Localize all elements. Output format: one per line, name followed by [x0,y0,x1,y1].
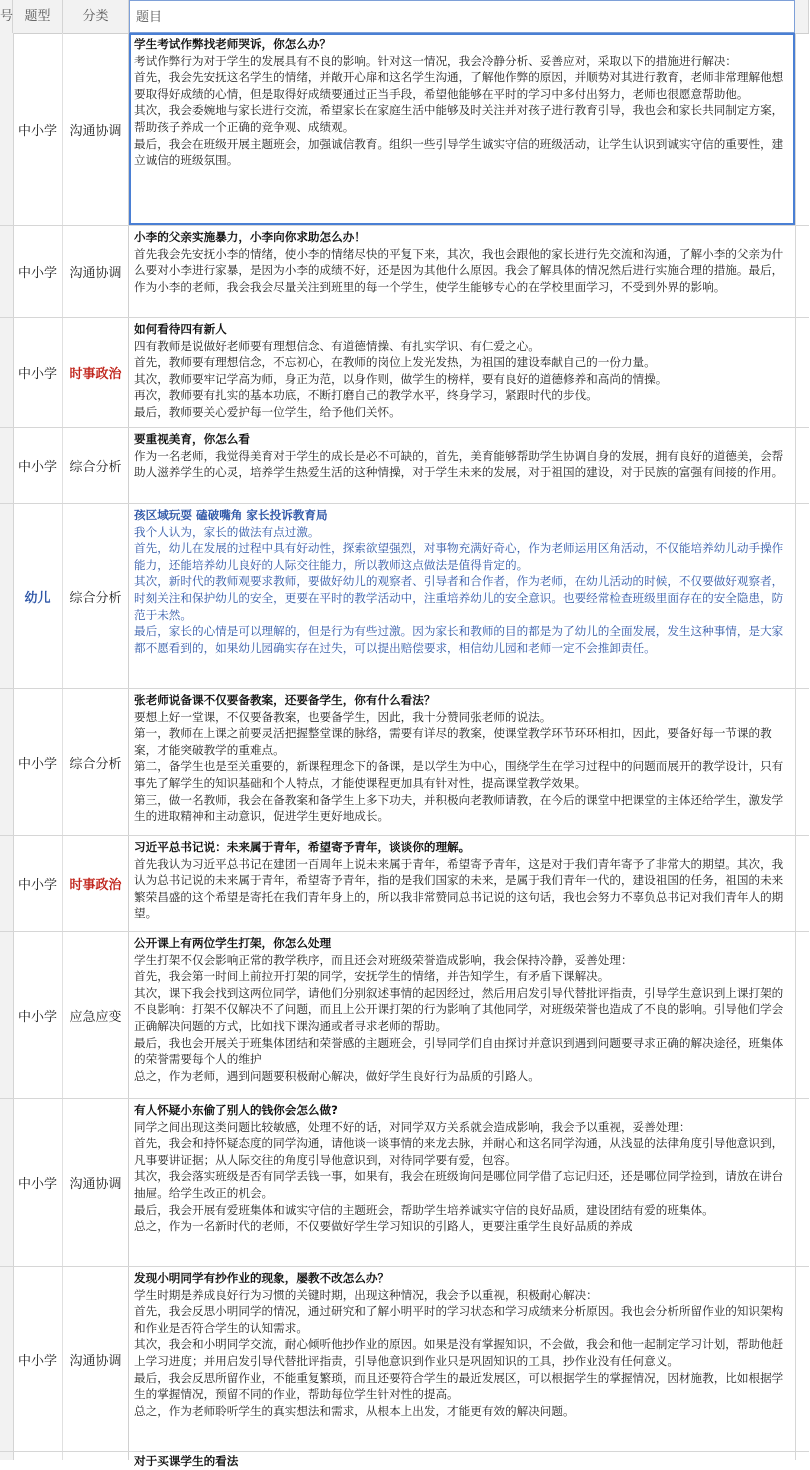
question-title: 如何看待四有新人 [134,322,227,336]
row-header[interactable] [0,318,14,427]
answer-paragraph: 首先，幼儿在发展的过程中具有好动性，探索欲望强烈，对事物充满好奇心，作为老师运用区角活动，不仅能培养幼儿动手操作能力，还能培养幼儿良好的人际交往能力，所以教师这点做法是值得肯定的。 [134,541,784,572]
answer-paragraph: 其次，我会落实班级是否有同学丢钱一事，如果有，我会在班级询问是哪位同学借了忘记归还，还是哪位同学捡到，请放在讲台抽屉。给学生改正的机会。 [134,1169,784,1200]
category-cell[interactable]: 时事政治 [63,836,129,931]
question-cell[interactable] [129,428,795,503]
type-cell[interactable]: 中小学 [13,1099,63,1266]
answer-paragraph: 其次，课下我会找到这两位同学，请他们分别叙述事情的起因经过，然后用启发引导代替批评指责，引导学生意识到上课打架的不良影响：打架不仅解决不了问题，而且上公开课打架的行为影响了其他同学，对班级荣誉也造成了不良的影响。引导他们学会正确解决问题的方式，比如找下课沟通或者寻求老师的帮助。 [134,985,784,1033]
type-cell[interactable]: 中小学 [13,33,63,225]
question-cell[interactable] [129,1267,795,1451]
next-column-cell[interactable] [795,318,810,427]
answer-paragraph: 其次，我会委婉地与家长进行交流，希望家长在家庭生活中能够及时关注并对孩子进行教育引导，我也会和家长共同制定方案，帮助孩子养成一个正确的竞争观、成绩观。 [134,103,784,134]
answer-paragraph: 再次，教师要有扎实的基本功底，不断打磨自己的教学水平，终身学习，紧跟时代的步伐。 [134,388,598,403]
question-cell[interactable] [129,33,795,225]
question-title: 有人怀疑小东偷了别人的钱你会怎么做? [134,1103,338,1117]
question-cell[interactable] [129,1099,795,1266]
answer-paragraph: 最后，家长的心情是可以理解的，但是行为有些过激。因为家长和教师的目的都是为了幼儿的全面发展，发生这种事情，是大家都不愿看到的，如果幼儿园确实存在过失，可以提出赔偿要求，相信幼儿园和老师一定不会推卸责任。 [134,624,784,655]
answer-paragraph: 总之，作为老师，遇到问题要积极耐心解决，做好学生良好行为品质的引路人。 [134,1068,540,1083]
question-cell[interactable] [129,318,795,427]
question-title: 要重视美育，你怎么看 [134,432,250,446]
category-cell[interactable]: 沟通协调 [63,1099,129,1266]
type-cell[interactable]: 中小学 [13,932,63,1098]
table-row [0,1452,809,1468]
question-title: 孩区域玩耍 磕破嘴角 家长投诉教育局 [134,508,328,522]
question-cell[interactable] [129,1452,795,1468]
question-cell[interactable] [129,226,795,317]
answer-paragraph: 第一，教师在上课之前要灵活把握整堂课的脉络，需要有详尽的教案，使课堂教学环节环环相扣，因此，要备好每一节课的教案，才能突破教学的重难点。 [134,726,772,757]
next-column-cell[interactable] [795,1267,810,1451]
answer-paragraph: 要想上好一堂课，不仅要备教案，也要备学生，因此，我十分赞同张老师的说法。 [134,709,552,724]
type-cell[interactable]: 中小学 [13,836,63,931]
answer-paragraph: 首先我认为习近平总书记在建团一百周年上说未来属于青年，希望寄予青年，这是对于我们青年寄予了非常大的期望。其次，我认为总书记说的未来属于青年，希望寄予青年，指的是我们国家的未来，是属于我们青年一代的，建设祖国的任务，祖国的未来繁荣昌盛的这个希望是寄托在我们青年身上的，所以我非常赞同总书记说的这句话，我也会努力不辜负总书记对我们青年人的期望。 [134,856,784,921]
type-cell[interactable]: 中小学 [13,689,63,835]
answer-paragraph: 最后，我会在班级开展主题班会，加强诚信教育。组织一些引导学生诚实守信的班级活动，让学生认识到诚实守信的重要性，建立诚信的班级氛围。 [134,136,784,168]
column-header-row [0,0,809,34]
answer-paragraph: 学生时期是养成良好行为习惯的关键时期，出现这种情况，我会予以重视，积极耐心解决： [134,1287,598,1302]
answer-paragraph: 学生打架不仅会影响正常的教学秩序，而且还会对班级荣誉造成影响，我会保持冷静，妥善处理： [134,952,633,967]
answer-paragraph: 其次，我会和小明同学交流，耐心倾听他抄作业的原因。如果是没有掌握知识，不会做，我会和他一起制定学习计划，帮助他赶上学习进度；并用启发引导代替批评指责，引导他意识到作业只是巩固知识的工具，抄作业没有任何意义。 [134,1337,784,1368]
answer-paragraph: 首先，我会第一时间上前拉开打架的同学，安抚学生的情绪，并告知学生，有矛盾下课解决。 [134,969,610,984]
question-title: 张老师说备课不仅要备教案，还要备学生，你有什么看法？ [134,693,436,707]
type-cell[interactable]: 中小学 [13,1267,63,1451]
category-cell[interactable]: 综合分析 [63,428,129,503]
answer-paragraph: 总之，作为老师聆听学生的真实想法和需求，从根本上出发，才能更有效的解决问题。 [134,1403,575,1418]
answer-paragraph: 最后，教师要关心爱护每一位学生，给予他们关怀。 [134,404,401,419]
next-column-cell[interactable] [795,836,810,931]
answer-paragraph: 首先，我会先安抚这名学生的情绪，并敞开心扉和这名学生沟通，了解他作弊的原因，并顺势对其进行教育，老师非常理解他想要取得好成绩的心情，但是取得好成绩要通过正当手段，希望他能够在平时的学习中多付出努力，老师也很愿意帮助他。 [134,70,784,101]
question-cell[interactable] [129,504,795,688]
table-row [0,932,809,1099]
column-header-type[interactable]: 题型 [13,0,63,33]
table-row [0,1099,809,1267]
question-title: 小李的父亲实施暴力，小李向你求助怎么办！ [134,230,366,244]
question-cell[interactable] [129,689,795,835]
category-cell[interactable]: 时事政治 [63,318,129,427]
row-header[interactable] [0,33,14,225]
answer-paragraph: 首先，我会和持怀疑态度的同学沟通，请他谈一谈事情的来龙去脉，并耐心和这名同学沟通，从浅显的法律角度引导他意识到，凡事要讲证据；从人际交往的角度引导他意识到，对待同学要有爱，包容。 [134,1136,784,1167]
type-cell[interactable] [13,1452,63,1460]
next-column-cell[interactable] [795,504,810,688]
answer-paragraph: 其次，教师要牢记学高为师，身正为范，以身作则，做学生的榜样，要有良好的道德修养和高尚的情操。 [134,371,668,386]
answer-paragraph: 首先我会先安抚小李的情绪，使小李的情绪尽快的平复下来，其次，我也会跟他的家长进行先交流和沟通，了解小李的父亲为什么要对小李进行家暴，是因为小李的成绩不好，还是因为其他什么原因。我会了解具体的情况然后进行实施合理的措施。最后，作为小李的老师，我会我会尽量关注到班里的每一个学生，使学生能够专心的在学校里面学习，不受到外界的影响。 [134,246,784,294]
question-title: 发现小明同学有抄作业的现象，屡教不改怎么办？ [134,1271,390,1285]
next-column-cell[interactable] [795,689,810,835]
column-header-index[interactable]: 号 [0,0,13,33]
question-cell[interactable] [129,836,795,931]
row-header[interactable] [0,1452,14,1460]
answer-paragraph: 其次，新时代的教师观要求教师，要做好幼儿的观察者、引导者和合作者，作为老师，在幼儿活动的时候，不仅要做好观察者，时刻关注和保护幼儿的安全，更要在平时的教学活动中，注重培养幼儿的安全意识。也要经常检查班级里面存在的安全隐患，防范于未然。 [134,574,784,622]
type-cell[interactable]: 中小学 [13,428,63,503]
row-header[interactable] [0,689,14,835]
answer-paragraph: 第二，备学生也是至关重要的，新课程理念下的备课，是以学生为中心，围绕学生在学习过程中的问题而展开的教学设计，只有事先了解学生的知识基础和个人特点，才能使课程更加具有针对性，提高课堂教学效果。 [134,759,784,790]
row-header[interactable] [0,226,14,317]
table-row [0,226,809,318]
table-row [0,504,809,689]
type-cell[interactable]: 幼儿 [13,504,63,688]
category-cell[interactable]: 沟通协调 [63,1267,129,1451]
answer-paragraph: 首先，我会反思小明同学的情况，通过研究和了解小明平时的学习状态和学习成绩来分析原因。我也会分析所留作业的知识架构和作业是否符合学生的认知需求。 [134,1304,784,1335]
question-title: 习近平总书记说：未来属于青年，希望寄予青年，谈谈你的理解。 [134,840,471,854]
answer-paragraph: 最后，我也会开展关于班集体团结和荣誉感的主题班会，引导同学们自由探讨并意识到遇到问题要寻求正确的解决途径，班集体的荣誉需要每个人的维护 [134,1035,784,1067]
row-header[interactable] [0,428,14,503]
row-header[interactable] [0,932,14,1098]
category-cell[interactable] [63,1452,129,1460]
answer-paragraph: 首先，教师要有理想信念，不忘初心，在教师的岗位上发光发热，为祖国的建设奉献自己的一份力量。 [134,355,656,370]
next-column-cell[interactable] [795,33,810,225]
table-row [0,1267,809,1452]
row-header[interactable] [0,836,14,931]
answer-paragraph: 最后，我会开展有爱班集体和诚实守信的主题班会，帮助学生培养诚实守信的良好品质，建设团结有爱的班集体。 [134,1202,714,1217]
row-header[interactable] [0,504,14,688]
category-cell[interactable]: 综合分析 [63,504,129,688]
question-title: 学生考试作弊找老师哭诉，你怎么办？ [134,37,332,51]
next-column-cell[interactable] [795,1099,810,1266]
table-row [0,689,809,836]
column-header-category[interactable]: 分类 [63,0,129,33]
answer-paragraph: 作为一名老师，我觉得美育对于学生的成长是必不可缺的，首先，美育能够帮助学生协调自身的发展，拥有良好的道德美，会帮助人滋养学生的心灵，培养学生热爱生活的这种情操，对于学生未来的发展，对于祖国的建设，对于民族的富强有间接的作用。 [134,448,784,480]
table-row [0,428,809,504]
category-cell[interactable]: 应急应变 [63,932,129,1098]
next-column-cell[interactable] [795,428,810,503]
answer-paragraph: 考试作弊行为对于学生的发展具有不良的影响。针对这一情况，我会冷静分析、妥善应对，采取以下的措施进行解决： [134,53,737,68]
category-cell[interactable]: 综合分析 [63,689,129,835]
next-column-cell[interactable] [795,226,810,317]
row-header[interactable] [0,1267,14,1451]
table-row [0,318,809,428]
answer-paragraph: 第三，做一名教师，我会在备教案和备学生上多下功夫，并积极向老教师请教，在今后的课堂中把课堂的主体还给学生，激发学生的进取精神和主动意识，促进学生更好地成长。 [134,792,784,824]
answer-paragraph: 四有教师是说做好老师要有理想信念、有道德情操、有扎实学识、有仁爱之心。 [134,338,540,353]
column-header-next[interactable] [795,0,809,33]
answer-paragraph: 总之，作为一名新时代的老师，不仅要做好学生学习知识的引路人，更要注重学生良好品质的养成 [134,1219,633,1234]
type-cell[interactable]: 中小学 [13,318,63,427]
answer-paragraph: 同学之间出现这类问题比较敏感，处理不好的话，对同学双方关系就会造成影响，我会予以重视，妥善处理： [134,1119,691,1134]
column-header-question[interactable]: 题目 [129,0,795,33]
question-cell[interactable] [129,932,795,1098]
category-cell[interactable]: 沟通协调 [63,226,129,317]
question-title: 对于买课学生的看法 [134,1454,239,1468]
table-row [0,836,809,932]
answer-paragraph: 我个人认为，家长的做法有点过激。 [134,524,320,539]
table-row [0,33,809,226]
category-cell[interactable]: 沟通协调 [63,33,129,225]
answer-paragraph: 最后，我会反思所留作业，不能重复繁琐，而且还要符合学生的最近发展区，可以根据学生的掌握情况，因材施教，比如根据学生的掌握情况，预留不同的作业，帮助每位学生针对性的提高。 [134,1370,784,1402]
question-title: 公开课上有两位学生打架，你怎么处理 [134,936,332,950]
row-header[interactable] [0,1099,14,1266]
next-column-cell[interactable] [795,932,810,1098]
next-column-cell[interactable] [795,1452,810,1460]
type-cell[interactable]: 中小学 [13,226,63,317]
